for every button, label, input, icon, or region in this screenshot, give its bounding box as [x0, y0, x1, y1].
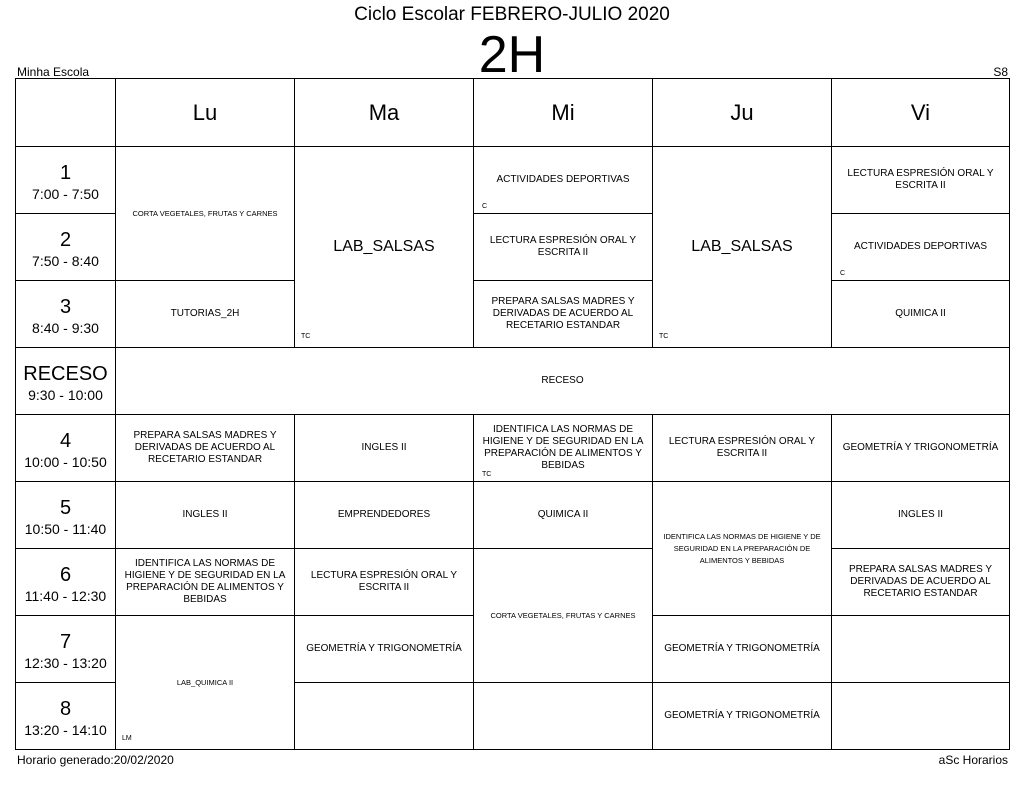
lesson-subject: INGLES II [897, 509, 943, 520]
period-time: 12:30 - 13:20 [24, 655, 107, 671]
period-number: 7 [59, 631, 72, 653]
lesson-cell [653, 415, 832, 482]
period-header-3 [16, 281, 116, 348]
period-row [16, 549, 1010, 616]
lesson-cell [295, 549, 474, 616]
lesson-cell [474, 214, 653, 281]
lesson-subject: INGLES II [182, 509, 228, 520]
period-header-4 [16, 415, 116, 482]
day-header-ma: Ma [295, 79, 474, 147]
period-time: 7:00 - 7:50 [32, 186, 99, 202]
lesson-subject: IDENTIFICA LAS NORMAS DE HIGIENE Y DE SEGURIDAD EN LA PREPARACIÓN DE ALIMENTOS Y BEBIDAS [124, 558, 286, 605]
lesson-cell [474, 415, 653, 482]
day-header-lu: Lu [116, 79, 295, 147]
lesson-cell [116, 281, 295, 348]
lesson-cell [116, 482, 295, 549]
period-number: 8 [59, 698, 72, 720]
lesson-subject: INGLES II [361, 442, 407, 453]
lesson-cell [832, 147, 1010, 214]
period-row [16, 415, 1010, 482]
period-number: 2 [59, 229, 72, 251]
lesson-cell [474, 549, 653, 683]
cycle-title: Ciclo Escolar FEBRERO-JULIO 2020 [354, 4, 670, 25]
lesson-subject: QUIMICA II [895, 308, 946, 319]
lesson-subject: GEOMETRÍA Y TRIGONOMETRÍA [664, 710, 820, 721]
lesson-subject: LECTURA ESPRESIÓN ORAL Y ESCRITA II [668, 436, 816, 459]
lesson-cell [116, 147, 295, 281]
period-number: 3 [59, 296, 72, 318]
period-time: 9:30 - 10:00 [28, 387, 103, 403]
timetable [15, 78, 1010, 750]
empty-cell [474, 683, 653, 750]
schedule-code: S8 [993, 65, 1008, 79]
period-number: 6 [59, 564, 72, 586]
period-header-6 [16, 549, 116, 616]
lesson-room: LM [122, 735, 132, 742]
period-header-5 [16, 482, 116, 549]
generated-date: Horario generado:20/02/2020 [17, 753, 174, 767]
lesson-subject: ACTIVIDADES DEPORTIVAS [854, 241, 987, 252]
period-row [16, 147, 1010, 214]
period-row [16, 281, 1010, 348]
lesson-subject: LAB_QUIMICA II [176, 677, 234, 687]
lesson-cell [474, 281, 653, 348]
lesson-cell [295, 616, 474, 683]
lesson-cell [832, 549, 1010, 616]
lesson-cell [116, 415, 295, 482]
lesson-cell [116, 616, 295, 750]
lesson-subject: PREPARA SALSAS MADRES Y DERIVADAS DE ACUERDO AL RECETARIO ESTANDAR [133, 430, 277, 465]
lesson-room: TC [482, 471, 492, 478]
lesson-subject: GEOMETRÍA Y TRIGONOMETRÍA [842, 442, 999, 453]
lesson-subject: PREPARA SALSAS MADRES Y DERIVADAS DE ACUERDO AL RECETARIO ESTANDAR [848, 564, 993, 599]
lesson-subject: LECTURA ESPRESIÓN ORAL Y ESCRITA II [847, 168, 994, 191]
period-header-recess [16, 348, 116, 415]
period-time: 8:40 - 9:30 [32, 320, 99, 336]
lesson-cell [832, 281, 1010, 348]
lesson-cell [653, 683, 832, 750]
lesson-subject: GEOMETRÍA Y TRIGONOMETRÍA [306, 643, 462, 654]
corner-cell [16, 79, 116, 147]
lesson-cell [653, 616, 832, 683]
lesson-subject: IDENTIFICA LAS NORMAS DE HIGIENE Y DE SEGURIDAD EN LA PREPARACIÓN DE ALIMENTOS Y BEBIDAS [482, 424, 644, 471]
period-time: 11:40 - 12:30 [24, 588, 107, 604]
lesson-cell [832, 482, 1010, 549]
lesson-cell [295, 147, 474, 348]
period-header-7 [16, 616, 116, 683]
recess-row [16, 348, 1010, 415]
period-number: 5 [59, 497, 72, 519]
period-row [16, 482, 1010, 549]
period-time: 13:20 - 14:10 [24, 722, 107, 738]
recess-cell: RECESO [116, 348, 1010, 415]
day-header-vi: Vi [832, 79, 1010, 147]
empty-cell [295, 683, 474, 750]
lesson-room: TC [301, 333, 311, 340]
lesson-subject: LECTURA ESPRESIÓN ORAL Y ESCRITA II [489, 235, 637, 258]
period-header-1 [16, 147, 116, 214]
period-number: RECESO [23, 363, 108, 385]
lesson-room: C [482, 203, 488, 210]
lesson-cell [653, 147, 832, 348]
school-name: Minha Escola [17, 65, 90, 79]
lesson-subject: IDENTIFICA LAS NORMAS DE HIGIENE Y DE SEGURIDAD EN LA PREPARACIÓN DE ALIMENTOS Y BEBIDAS [663, 531, 821, 565]
lesson-subject: EMPRENDEDORES [337, 509, 431, 520]
empty-cell [832, 616, 1010, 683]
lesson-subject: CORTA VEGETALES, FRUTAS Y CARNES [490, 610, 636, 620]
lesson-subject: TUTORIAS_2H [170, 308, 240, 319]
period-number: 4 [59, 430, 72, 452]
period-time: 10:00 - 10:50 [24, 454, 107, 470]
lesson-subject: CORTA VEGETALES, FRUTAS Y CARNES [132, 208, 278, 218]
lesson-cell [474, 147, 653, 214]
lesson-subject: GEOMETRÍA Y TRIGONOMETRÍA [664, 643, 820, 654]
lesson-cell [653, 482, 832, 616]
day-header-ju: Ju [653, 79, 832, 147]
lesson-cell [295, 415, 474, 482]
period-time: 7:50 - 8:40 [32, 253, 99, 269]
lesson-room: C [840, 270, 846, 277]
lesson-subject: QUIMICA II [537, 509, 589, 520]
day-header-row [16, 79, 1010, 147]
day-header-mi: Mi [474, 79, 653, 147]
software-name: aSc Horarios [938, 753, 1008, 767]
class-title: 2H [478, 26, 546, 84]
lesson-subject: ACTIVIDADES DEPORTIVAS [496, 174, 630, 185]
period-header-8 [16, 683, 116, 750]
lesson-subject: LAB_SALSAS [333, 238, 435, 255]
period-header-2 [16, 214, 116, 281]
lesson-subject: LECTURA ESPRESIÓN ORAL Y ESCRITA II [310, 570, 458, 593]
lesson-room: TC [659, 333, 669, 340]
lesson-cell [832, 214, 1010, 281]
period-time: 10:50 - 11:40 [24, 521, 107, 537]
empty-cell [832, 683, 1010, 750]
lesson-cell [474, 482, 653, 549]
lesson-cell [116, 549, 295, 616]
lesson-subject: LAB_SALSAS [691, 238, 793, 255]
lesson-subject: PREPARA SALSAS MADRES Y DERIVADAS DE ACUERDO AL RECETARIO ESTANDAR [491, 296, 635, 331]
lesson-cell [295, 482, 474, 549]
period-number: 1 [59, 162, 72, 184]
lesson-cell [832, 415, 1010, 482]
